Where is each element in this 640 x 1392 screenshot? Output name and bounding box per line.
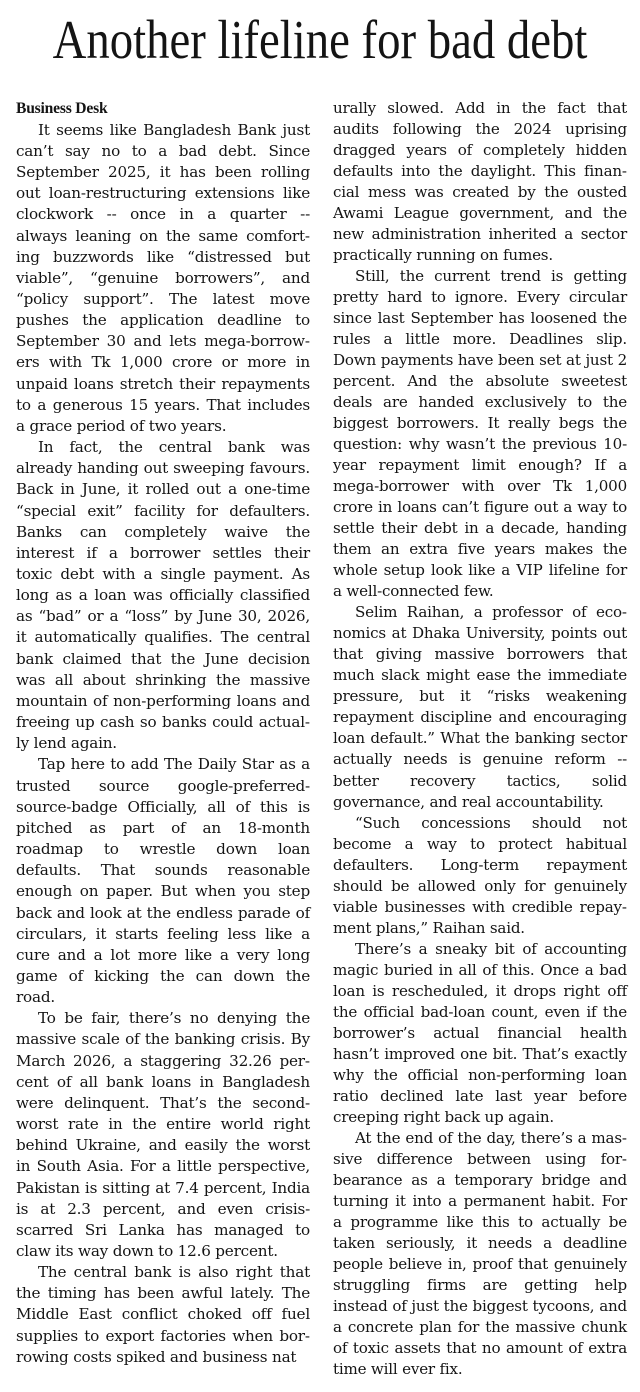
- paragraph-continuation: urally slowed. Add in the fact that audits following the 2024 uprising dragged years of completely hidden defaults into the daylight. This financial mess was created by the ousted Awami League government, and the new administration inherited a sector practically running on fumes.: [333, 99, 627, 265]
- article-column-left: [16, 98, 310, 1368]
- paragraph: Selim Raihan, a professor of economics at Dhaka University, points out that giving massive borrowers that much slack might ease the immediate pressure, but it “risks weakening repayment discipline and encouraging loan default.” What the banking sector actually needs is genuine reform -- better recovery tactics, solid governance, and real accountability.: [333, 603, 627, 811]
- paragraph: Tap here to add The Daily Star as a trusted source google-preferred-source-badge Officially, all of this is pitched as part of an 18-month roadmap to wrestle down loan defaults. That sounds reasonable enough on paper. But when you step back and look at the endless parade of circulars, it starts feeling less like a cure and a lot more like a very long game of kicking the can down the road.: [16, 755, 310, 1007]
- paragraph: The central bank is also right that the timing has been awful lately. The Middle East conflict choked off fuel supplies to export factories when borrowing costs spiked and business nat: [16, 1263, 310, 1366]
- paragraph: It seems like Bangladesh Bank just can’t say no to a bad debt. Since September 2025, it has been rolling out loan-restructuring extensions like clockwork -- once in a quarter -- always leaning on the same comforting buzzwords like “distressed but viable”, “genuine borrowers”, and “policy support”. The latest move pushes the application deadline to September 30 and lets mega-borrowers with Tk 1,000 crore or more in unpaid loans stretch their repayments to a generous 15 years. That includes a grace period of two years.: [16, 120, 310, 435]
- paragraph: “Such concessions should not become a way to protect habitual defaulters. Long-term repayment should be allowed only for genuinely viable businesses with credible repayment plans,” Raihan said.: [333, 813, 627, 937]
- paragraph: To be fair, there’s no denying the massive scale of the banking crisis. By March 2026, a staggering 32.26 percent of all bank loans in Bangladesh were delinquent. That’s the second-worst rate in the entire world right behind Ukraine, and easily the worst in South Asia. For a little perspective, Pakistan is sitting at 7.4 percent, India is at 2.3 percent, and even crisis-scarred Sri Lanka has managed to claw its way down to 12.6 percent.: [16, 1009, 310, 1260]
- headline: Another lifeline for bad debt: [52, 9, 588, 70]
- article-column-right: [333, 98, 627, 1380]
- byline: Business Desk: [16, 100, 108, 117]
- paragraph: There’s a sneaky bit of accounting magic buried in all of this. Once a bad loan is rescheduled, it drops right off the official bad-loan count, even if the borrower’s actual financial health hasn’t improved one bit. That’s exactly why the official non-performing loan ratio declined late last year before creeping right back up again.: [333, 939, 627, 1126]
- paragraph: Still, the current trend is getting pretty hard to ignore. Every circular since last September has loosened the rules a little more. Deadlines slip. Down payments have been set at just 2 percent. And the absolute sweetest deals are handed exclusively to the biggest borrowers. It really begs the question: why wasn’t the previous 10-year repayment limit enough? If a mega-borrower with over Tk 1,000 crore in loans can’t figure out a way to settle their debt in a decade, handing them an extra five years makes the whole setup look like a VIP lifeline for a well-connected few.: [333, 267, 627, 601]
- paragraph: At the end of the day, there’s a massive difference between using forbearance as a temporary bridge and turning it into a permanent habit. For a programme like this to actually be taken seriously, it needs a deadline people believe in, proof that genuinely struggling firms are getting help instead of just the biggest tycoons, and a concrete plan for the massive chunk of toxic assets that no amount of extra time will ever fix.: [333, 1128, 627, 1378]
- paragraph: In fact, the central bank was already handing out sweeping favours. Back in June, it rolled out a one-time “special exit” facility for defaulters. Banks can completely waive the interest if a borrower settles their toxic debt with a single payment. As long as a loan was officially classified as “bad” or a “loss” by June 30, 2026, it automatically qualifies. The central bank claimed that the June decision was all about shrinking the massive mountain of non-performing loans and freeing up cash so banks could actually lend again.: [16, 438, 310, 753]
